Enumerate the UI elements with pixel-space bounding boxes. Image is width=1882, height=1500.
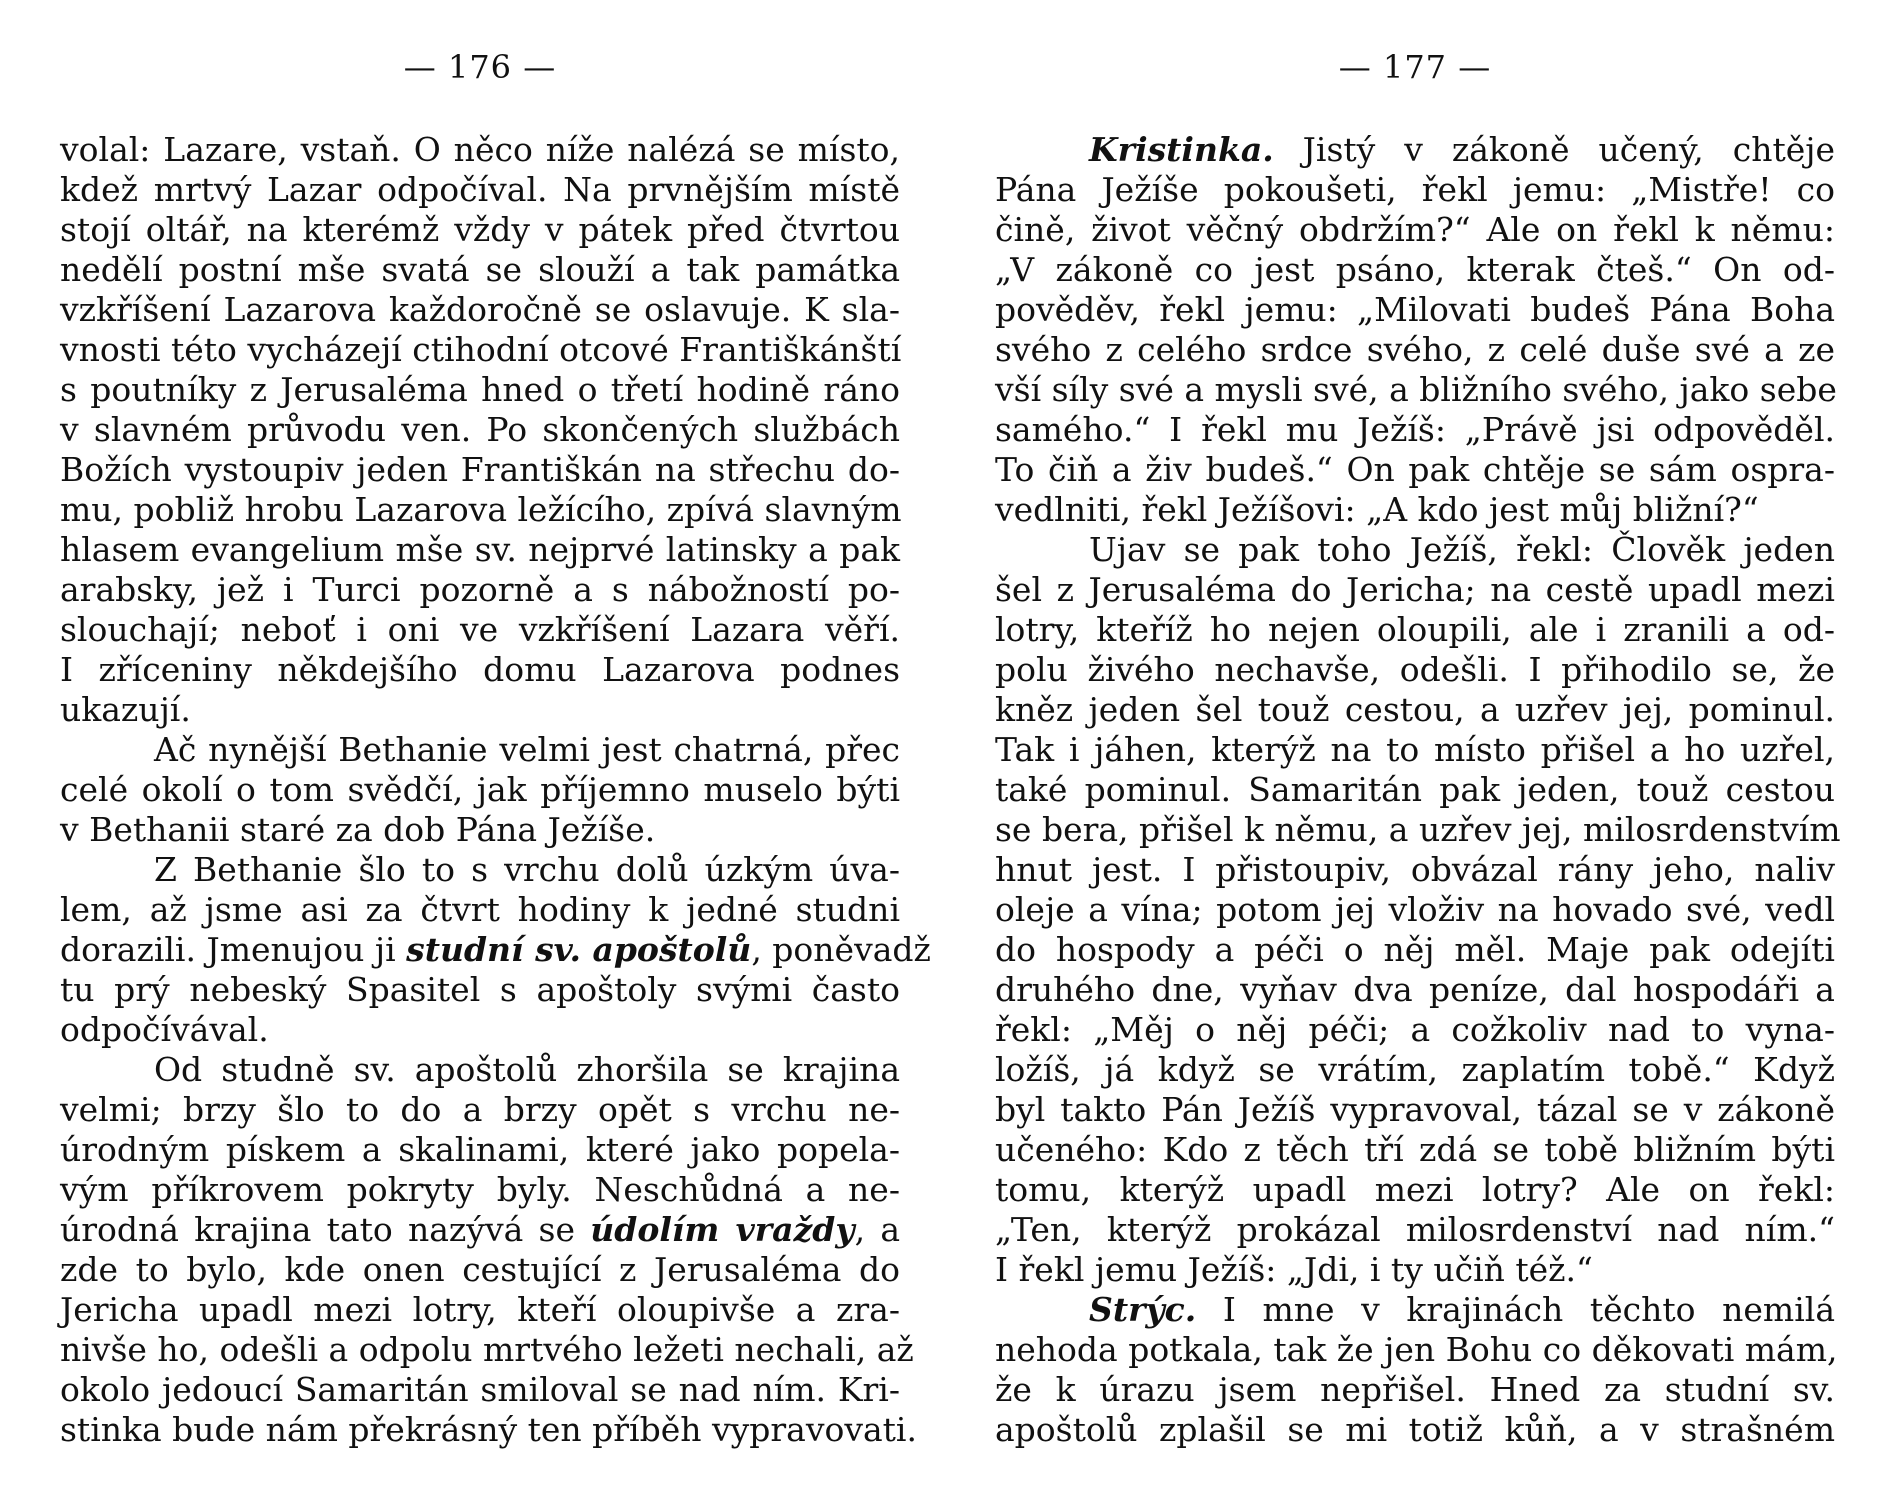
text-span: , poněvadž — [751, 930, 931, 969]
text-line: oleje a vína; potom jej vloživ na hovado své, vedl — [995, 890, 1835, 929]
text-line: vší síly své a mysli své, a bližního svého, jako sebe — [995, 370, 1837, 409]
text-span: I mne v krajinách těchto nemilá — [1196, 1290, 1835, 1329]
italic-place-name: údolím vraždy — [590, 1210, 855, 1249]
text-line: lem, až jsme asi za čtvrt hodiny k jedné studni — [60, 890, 900, 929]
text-line: s poutníky z Jerusaléma hned o třetí hodině ráno — [60, 370, 900, 409]
text-line: učeného: Kdo z těch tří zdá se tobě bližním býti — [995, 1130, 1835, 1169]
text-line: polu živého nechavše, odešli. I přihodilo se, že — [995, 650, 1835, 689]
text-line: odpočívával. — [60, 1010, 269, 1049]
text-line: ukazují. — [60, 690, 191, 729]
text-line: byl takto Pán Ježíš vypravoval, tázal se v zákoně — [995, 1090, 1835, 1129]
text-line: velmi; brzy šlo to do a brzy opět s vrchu ne- — [60, 1090, 900, 1129]
text-line: kněz jeden šel touž cestou, a uzřev jej, pominul. — [995, 690, 1835, 729]
text-line: svého z celého srdce svého, z celé duše své a ze — [995, 330, 1835, 369]
page-number: — 176 — — [403, 48, 557, 86]
text-span: Jistý v zákoně učený, chtěje — [1273, 130, 1835, 169]
text-line: mu, pobliž hrobu Lazarova ležícího, zpívá slavným — [60, 490, 902, 529]
text-line: úrodným pískem a skalinami, které jako popela- — [60, 1130, 900, 1169]
left-page — [40, 0, 931, 1500]
text-line: Ujav se pak toho Ježíš, řekl: Člověk jeden — [1089, 530, 1835, 569]
text-line: že k úrazu jsem nepřišel. Hned za studní sv. — [995, 1370, 1835, 1409]
text-line: To čiň a živ budeš.“ On pak chtěje se sám ospra- — [995, 450, 1835, 489]
text-line: arabsky, jež i Turci pozorně a s nábožností po- — [60, 570, 900, 609]
text-line: celé okolí o tom svědčí, jak příjemno muselo býti — [60, 770, 900, 809]
text-line: hnut jest. I přistoupiv, obvázal rány jeho, naliv — [995, 850, 1835, 889]
right-page — [975, 0, 1855, 1500]
text-line: slouchají; neboť i oni ve vzkříšení Lazara věří. — [60, 610, 900, 649]
text-line — [995, 130, 1835, 170]
text-line: Božích vystoupiv jeden Františkán na střechu do- — [60, 450, 900, 489]
text-line: čině, život věčný obdržím?“ Ale on řekl k němu: — [995, 210, 1835, 249]
italic-place-name: studní sv. apoštolů — [406, 930, 752, 969]
text-span: úrodná krajina tato nazývá se — [60, 1210, 591, 1249]
text-line: Od studně sv. apoštolů zhoršila se krajina — [154, 1050, 900, 1089]
text-line: nedělí postní mše svatá se slouží a tak památka — [60, 250, 900, 289]
text-line: Jericha upadl mezi lotry, kteří oloupivše a zra- — [60, 1290, 900, 1329]
text-line: „Ten, kterýž prokázal milosrdenství nad ním.“ — [995, 1210, 1835, 1249]
text-line: kdež mrtvý Lazar odpočíval. Na prvnějším místě — [60, 170, 900, 209]
text-line: nehoda potkala, tak že jen Bohu co děkovati mám, — [995, 1330, 1838, 1369]
text-line: Ač nynější Bethanie velmi jest chatrná, přec — [154, 730, 900, 769]
text-line: Tak i jáhen, kterýž na to místo přišel a ho uzřel, — [995, 730, 1835, 769]
text-line: Pána Ježíše pokoušeti, řekl jemu: „Mistře! co — [995, 170, 1835, 209]
text-line: I řekl jemu Ježíš: „Jdi, i ty učiň též.“ — [995, 1250, 1593, 1289]
text-line: tu prý nebeský Spasitel s apoštoly svými často — [60, 970, 900, 1009]
text-line — [60, 930, 931, 970]
text-line: vzkříšení Lazarova každoročně se oslavuje. K sla- — [60, 290, 900, 329]
text-line: hlasem evangelium mše sv. nejprvé latinsky a pak — [60, 530, 900, 569]
text-span: , a — [854, 1210, 900, 1249]
text-line: lotry, kteříž ho nejen oloupili, ale i zranili a od- — [995, 610, 1835, 649]
text-line: v slavném průvodu ven. Po skončených službách — [60, 410, 900, 449]
text-span: dorazili. Jmenujou ji — [60, 930, 407, 969]
text-line: řekl: „Měj o něj péči; a cožkoliv nad to vyna- — [995, 1010, 1835, 1049]
page-text — [60, 130, 931, 1450]
text-line: stinka bude nám překrásný ten příběh vypravovati. — [60, 1410, 917, 1449]
page-text — [995, 130, 1841, 1450]
text-line: zde to bylo, kde onen cestující z Jerusaléma do — [60, 1250, 900, 1289]
speaker-name: Kristinka. — [1089, 130, 1274, 169]
text-line: I zříceniny někdejšího domu Lazarova podnes — [60, 650, 900, 689]
text-line — [995, 1290, 1835, 1330]
text-line: šel z Jerusaléma do Jericha; na cestě upadl mezi — [995, 570, 1835, 609]
text-line: druhého dne, vyňav dva peníze, dal hospodáři a — [995, 970, 1835, 1009]
text-line: vnosti této vycházejí ctihodní otcové Františkánští — [60, 330, 902, 369]
text-line: také pominul. Samaritán pak jeden, touž cestou — [995, 770, 1835, 809]
text-line: volal: Lazare, vstaň. O něco níže nalézá se místo, — [60, 130, 900, 169]
text-line: tomu, kterýž upadl mezi lotry? Ale on řekl: — [995, 1170, 1835, 1209]
text-line: Z Bethanie šlo to s vrchu dolů úzkým úva- — [154, 850, 900, 889]
text-line: samého.“ I řekl mu Ježíš: „Právě jsi odpověděl. — [995, 410, 1835, 449]
text-line: okolo jedoucí Samaritán smiloval se nad ním. Kri- — [60, 1370, 900, 1409]
text-line: v Bethanii staré za dob Pána Ježíše. — [60, 810, 656, 849]
text-line: vým příkrovem pokryty byly. Neschůdná a ne- — [60, 1170, 900, 1209]
text-line — [60, 1210, 900, 1250]
text-line: „V zákoně co jest psáno, kterak čteš.“ On od- — [995, 250, 1835, 289]
text-line: do hospody a péči o něj měl. Maje pak odejíti — [995, 930, 1835, 969]
text-line: pověděv, řekl jemu: „Milovati budeš Pána Boha — [995, 290, 1835, 329]
text-line: ložíš, já když se vrátím, zaplatím tobě.“ Když — [995, 1050, 1835, 1089]
text-line: stojí oltář, na kterémž vždy v pátek před čtvrtou — [60, 210, 900, 249]
text-line: vedlniti, řekl Ježíšovi: „A kdo jest můj bližní?“ — [995, 490, 1759, 529]
page-number: — 177 — — [1338, 48, 1492, 86]
speaker-name: Strýc. — [1089, 1290, 1197, 1329]
text-line: nivše ho, odešli a odpolu mrtvého ležeti nechali, až — [60, 1330, 914, 1369]
text-line: se bera, přišel k němu, a uzřev jej, milosrdenstvím — [995, 810, 1841, 849]
text-line: apoštolů zplašil se mi totiž kůň, a v strašném — [995, 1410, 1835, 1449]
